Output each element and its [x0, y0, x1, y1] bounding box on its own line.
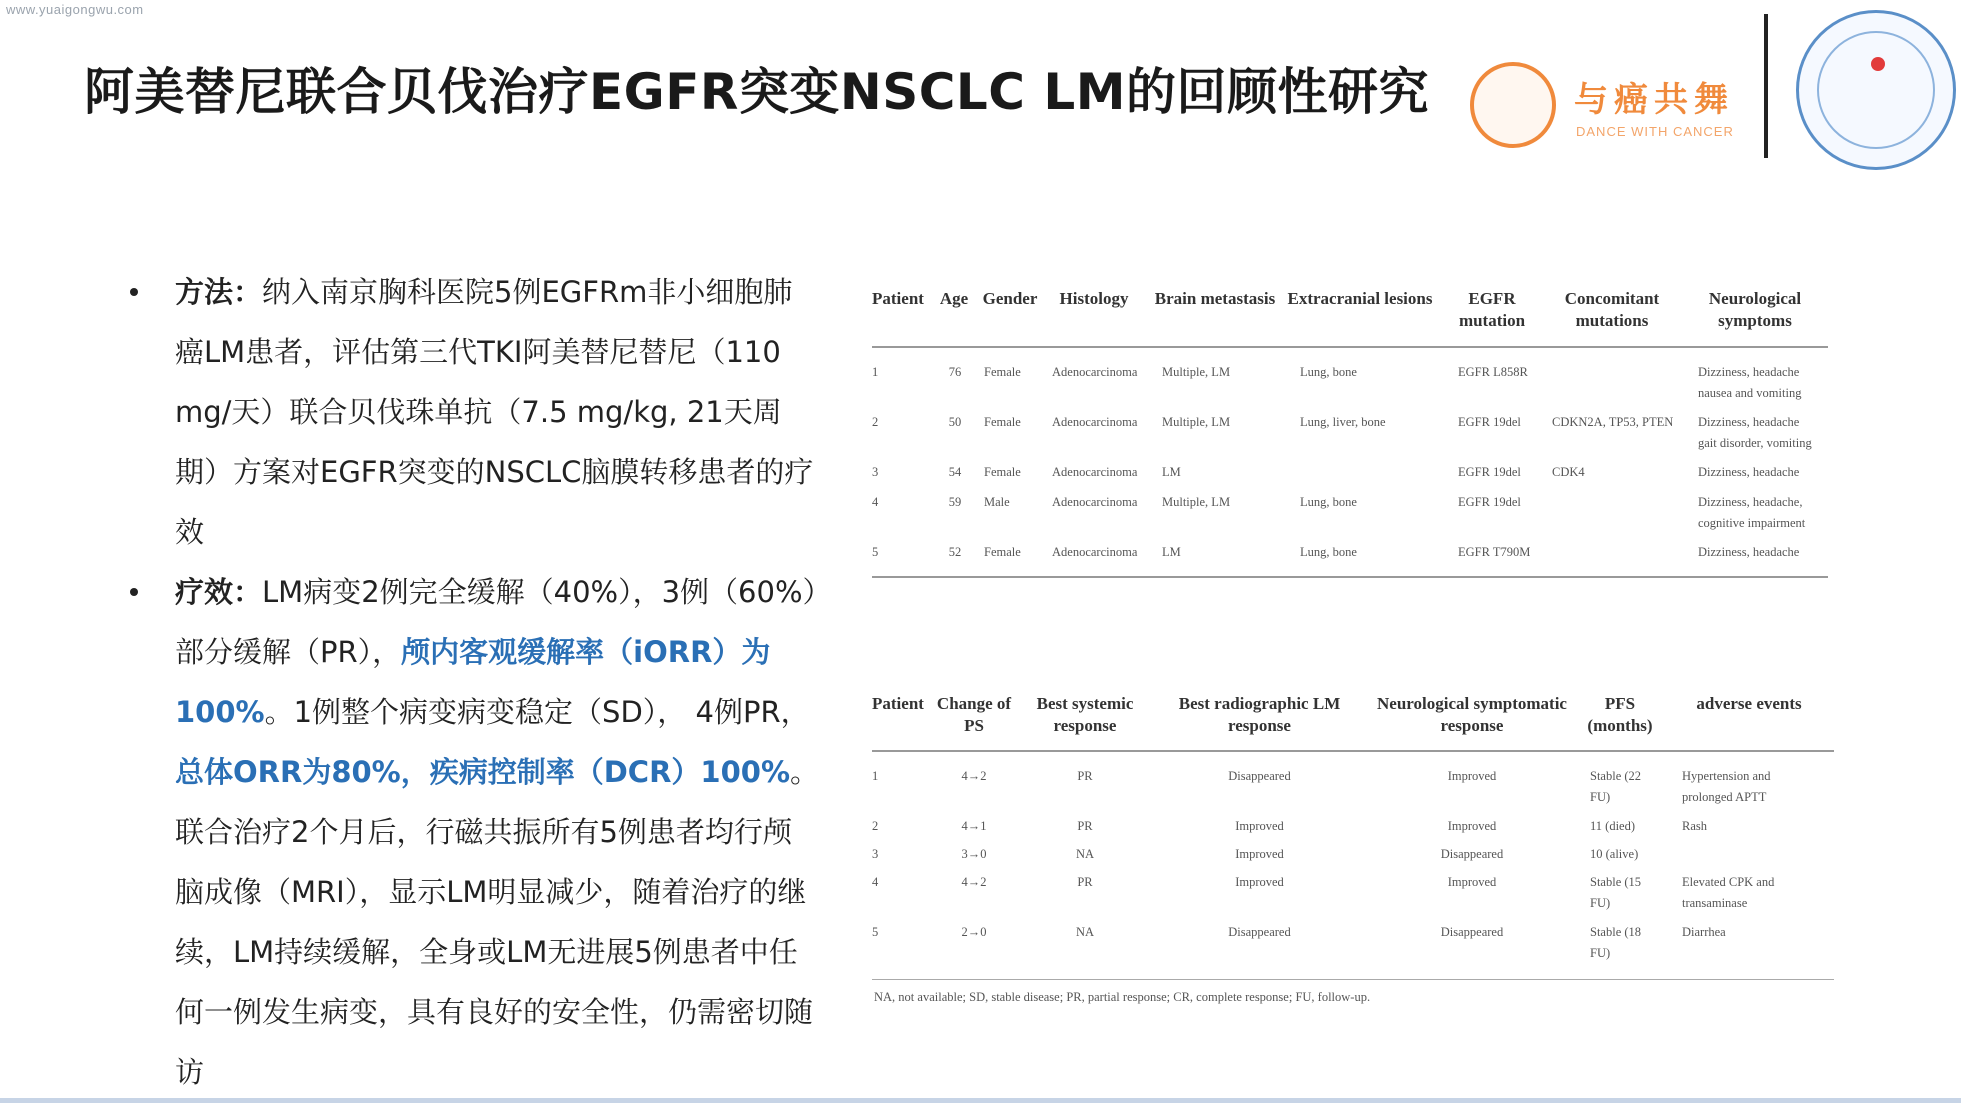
table-cell: 4→2: [961, 875, 987, 889]
table-cell: EGFR 19del: [1458, 495, 1521, 509]
table-header: Gender: [982, 289, 1038, 308]
table-cell: 54: [948, 465, 962, 479]
table-cell: Improved: [1447, 875, 1497, 889]
table-cell: 5: [872, 925, 879, 939]
slide-title: 阿美替尼联合贝伐治疗EGFR突变NSCLC LM的回顾性研究: [84, 63, 1429, 121]
table-cell: 4→1: [961, 819, 987, 833]
table-cell: EGFR L858R: [1458, 365, 1528, 379]
table-header: Neurological symptomatic response: [1377, 694, 1567, 735]
bullet-methods: [130, 262, 820, 562]
table-cell: 2→0: [961, 925, 987, 939]
table-cell: Multiple, LM: [1162, 415, 1231, 429]
table-header: Concomitant mutations: [1564, 289, 1660, 330]
table-header: Brain metastasis: [1154, 289, 1276, 308]
table-cell: Dizziness, headache: [1698, 415, 1800, 429]
table-cell: nausea and vomiting: [1698, 386, 1802, 400]
table-cell: 3→0: [961, 847, 987, 861]
bullet-text: 。联合治疗2个月后，行磁共振所有5例患者均行颅脑成像（MRI），显示LM明显减少，随着治疗的继续，LM持续缓解，全身或LM无进展5例患者中任何一例发生病变，具有良好的安全性，仍需密切随访: [175, 755, 820, 1089]
table-cell: Rash: [1682, 819, 1707, 833]
table-cell: 4: [872, 875, 879, 889]
table-cell: EGFR 19del: [1458, 465, 1521, 479]
table-header: EGFR mutation: [1458, 289, 1526, 330]
patient-characteristics-table: [872, 282, 1828, 582]
table-cell: 52: [948, 545, 962, 559]
table-header: Age: [939, 289, 969, 308]
table-cell: PR: [1077, 769, 1093, 783]
table-header: Extracranial lesions: [1287, 289, 1433, 308]
table-cell: 11 (died): [1590, 819, 1636, 833]
table-cell: Dizziness, headache: [1698, 365, 1800, 379]
table-cell: Stable (18: [1590, 925, 1642, 939]
table-cell: Disappeared: [1440, 925, 1504, 939]
table-cell: Disappeared: [1228, 769, 1291, 783]
table-cell: NA: [1075, 925, 1095, 939]
table-cell: EGFR 19del: [1458, 415, 1521, 429]
table-cell: 1: [872, 365, 879, 379]
table-cell: PR: [1077, 819, 1093, 833]
table-cell: prolonged APTT: [1682, 790, 1767, 804]
logo-subtitle: DANCE WITH CANCER: [1576, 124, 1734, 139]
logo-name: 与癌共舞: [1574, 80, 1734, 120]
table-cell: Adenocarcinoma: [1052, 545, 1138, 559]
bullet-dot: [130, 288, 138, 296]
table-cell: 10 (alive): [1590, 847, 1639, 861]
table-header: Best systemic response: [1036, 694, 1134, 735]
bullet-efficacy: [130, 562, 820, 1102]
table-cell: Improved: [1447, 819, 1497, 833]
table-cell: Female: [984, 365, 1021, 379]
table-cell: Female: [984, 545, 1021, 559]
table-cell: FU): [1590, 790, 1611, 804]
table-header: Patient: [872, 289, 924, 308]
table-cell: Disappeared: [1228, 925, 1291, 939]
table-cell: gait disorder, vomiting: [1698, 436, 1812, 450]
table-cell: 2: [872, 415, 879, 429]
table-cell: Female: [984, 465, 1021, 479]
highlight-iorr: 颅内客观缓解率（iORR）为100%: [175, 635, 771, 729]
table-cell: cognitive impairment: [1698, 516, 1806, 530]
table-cell: Lung, bone: [1300, 365, 1357, 379]
table-cell: NA: [1075, 847, 1095, 861]
bullet-list: [130, 262, 820, 1102]
table-cell: Disappeared: [1440, 847, 1504, 861]
table-cell: Improved: [1447, 769, 1497, 783]
table-cell: transaminase: [1682, 896, 1748, 910]
table-cell: PR: [1077, 875, 1093, 889]
table-rule: [872, 750, 1834, 752]
table-cell: CDKN2A, TP53, PTEN: [1552, 415, 1674, 429]
seal-inner-ring: [1817, 31, 1935, 149]
table-cell: Adenocarcinoma: [1052, 495, 1138, 509]
table-cell: Dizziness, headache: [1698, 545, 1800, 559]
seal-red-dot: [1871, 57, 1885, 71]
dance-with-cancer-logo: [1462, 58, 1762, 158]
table-cell: 5: [872, 545, 879, 559]
table-cell: 3: [872, 847, 879, 861]
table-cell: Lung, liver, bone: [1300, 415, 1386, 429]
hospital-seal-logo: [1796, 10, 1956, 170]
table-cell: EGFR T790M: [1458, 545, 1531, 559]
table-cell: 4→2: [961, 769, 987, 783]
table-cell: Multiple, LM: [1162, 495, 1231, 509]
table-cell: 76: [948, 365, 962, 379]
bottom-edge-bar: [0, 1098, 1961, 1103]
table-cell: Elevated CPK and: [1682, 875, 1775, 889]
table-cell: Dizziness, headache: [1698, 465, 1800, 479]
table-cell: Stable (15: [1590, 875, 1642, 889]
table-cell: LM: [1162, 465, 1181, 479]
table-header: Change of PS: [936, 694, 1012, 735]
table-cell: FU): [1590, 946, 1611, 960]
table-footnote: NA, not available; SD, stable disease; PR, partial response; CR, complete response; FU, follow-up.: [874, 990, 1371, 1004]
table-cell: FU): [1590, 896, 1611, 910]
table-cell: Adenocarcinoma: [1052, 415, 1138, 429]
table-cell: Stable (22: [1590, 769, 1642, 783]
table-header: Best radiographic LM response: [1178, 694, 1341, 735]
table-cell: Adenocarcinoma: [1052, 365, 1138, 379]
table-cell: Dizziness, headache,: [1698, 495, 1803, 509]
table-cell: Female: [984, 415, 1021, 429]
table-cell: CDK4: [1552, 465, 1585, 479]
table-cell: Hypertension and: [1682, 769, 1771, 783]
highlight-orr-dcr: 总体ORR为80%，疾病控制率（DCR）100%: [175, 755, 791, 789]
table-header: PFS (months): [1587, 694, 1653, 735]
bullet-label: 方法：: [175, 275, 263, 309]
table-rule: [872, 979, 1834, 980]
table-cell: Improved: [1235, 875, 1284, 889]
table-header: Patient: [872, 694, 924, 713]
table-cell: 4: [872, 495, 879, 509]
watermark: www.yuaigongwu.com: [6, 2, 144, 17]
logo-divider: [1764, 14, 1768, 158]
bullet-text: LM病变2例完全缓解（40%），3例（60%）部分缓解（PR），: [175, 575, 818, 669]
table-header: Neurological symptoms: [1708, 289, 1802, 330]
bullet-dot: [130, 588, 138, 596]
table-cell: Multiple, LM: [1162, 365, 1231, 379]
table-cell: 1: [872, 769, 879, 783]
logo-emblem-icon: [1470, 62, 1556, 148]
table-rule: [872, 576, 1828, 578]
bullet-text: 。1例整个病变病变稳定（SD）， 4例PR，: [264, 695, 810, 729]
bullet-label: 疗效：: [175, 575, 263, 609]
table-header: Histology: [1059, 289, 1129, 308]
table-cell: 59: [948, 495, 962, 509]
table-cell: 2: [872, 819, 879, 833]
treatment-outcomes-table: [872, 688, 1834, 988]
table-cell: Diarrhea: [1682, 925, 1726, 939]
table-cell: LM: [1162, 545, 1181, 559]
table-rule: [872, 346, 1828, 348]
table-cell: 3: [872, 465, 879, 479]
bullet-text: 纳入南京胸科医院5例EGFRm非小细胞肺癌LM患者，评估第三代TKI阿美替尼替尼（110 mg/天）联合贝伐珠单抗（7.5 mg/kg, 21天周期）方案对EGFR突变的NSCLC脑膜转移患者的疗效: [175, 275, 814, 549]
table-cell: Male: [984, 495, 1010, 509]
table-cell: Lung, bone: [1300, 495, 1357, 509]
table-cell: Improved: [1235, 847, 1284, 861]
table-cell: Lung, bone: [1300, 545, 1357, 559]
table-cell: 50: [948, 415, 962, 429]
table-header: adverse events: [1696, 694, 1802, 713]
table-cell: Adenocarcinoma: [1052, 465, 1138, 479]
table-cell: Improved: [1235, 819, 1284, 833]
